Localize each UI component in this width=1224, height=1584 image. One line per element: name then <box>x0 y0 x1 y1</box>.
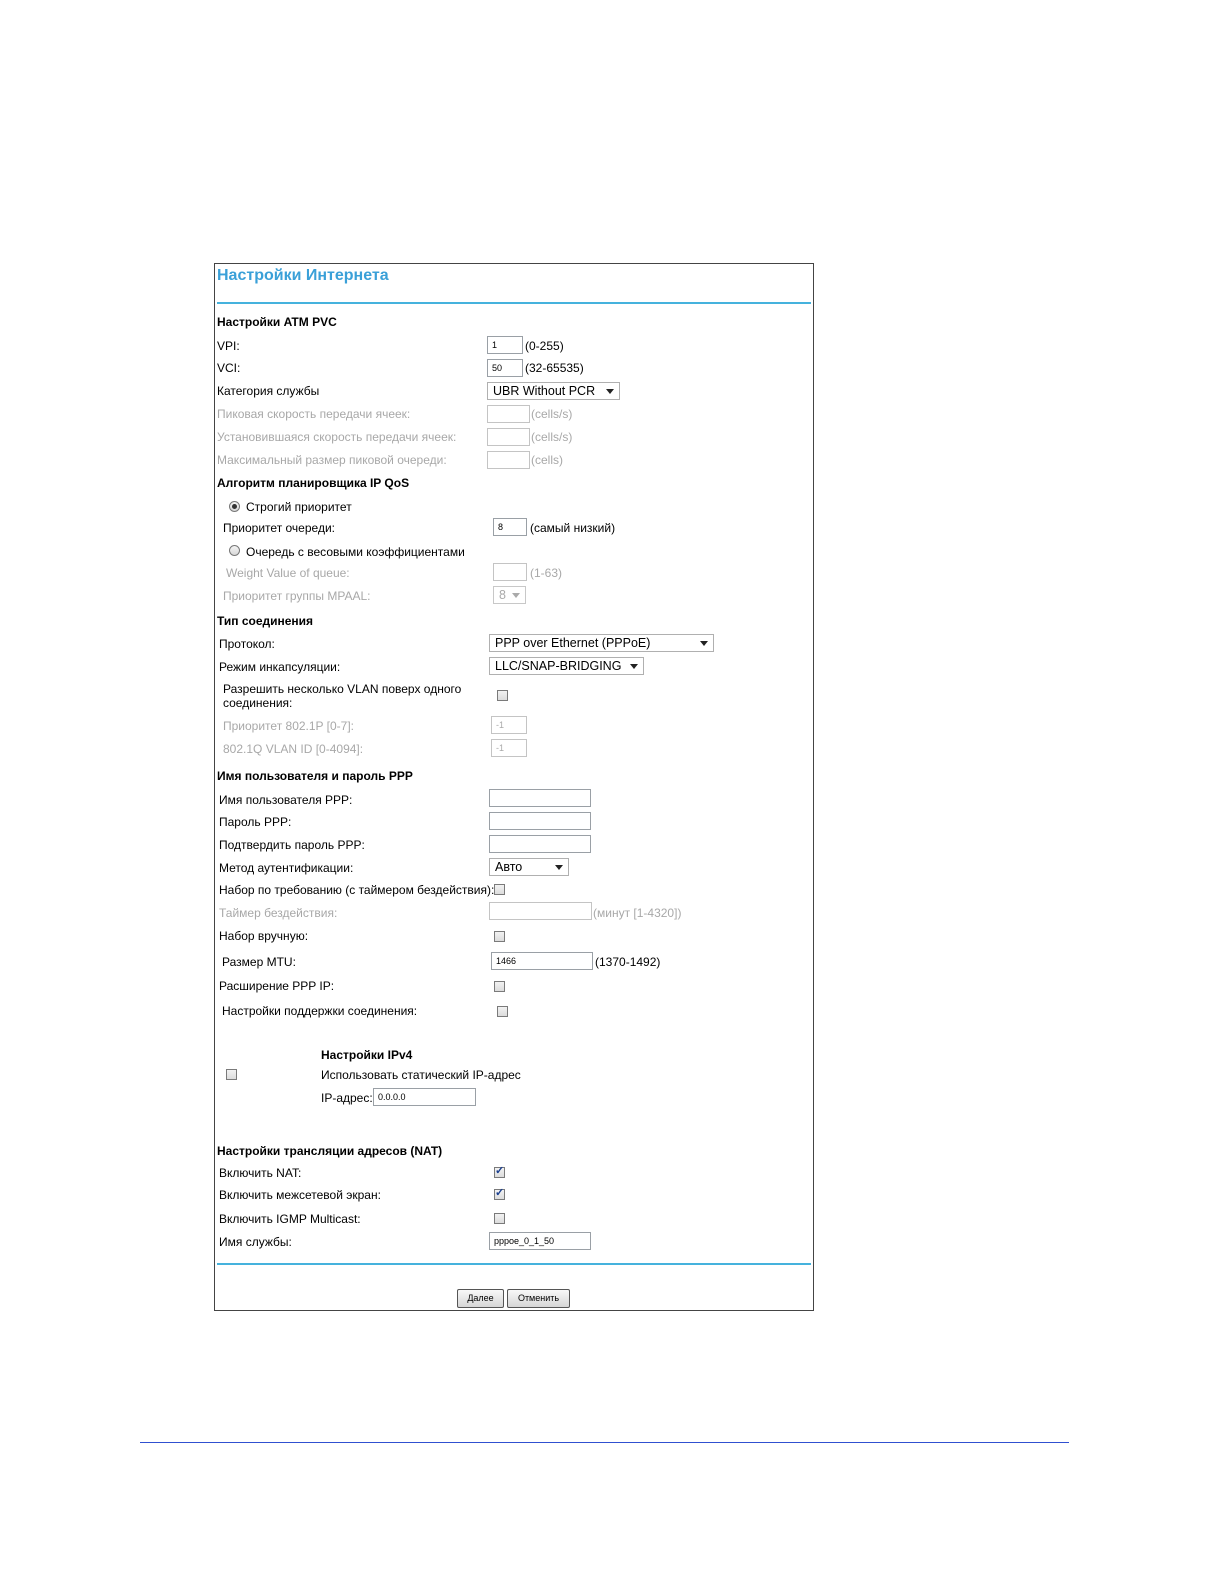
mpaal-priority-value: 8 <box>499 588 506 602</box>
service-name-label: Имя службы: <box>219 1235 292 1249</box>
ppp-username-label: Имя пользователя PPP: <box>219 793 353 807</box>
enable-firewall-checkbox[interactable] <box>494 1189 505 1200</box>
dial-on-demand-label: Набор по требованию (с таймером бездействия): <box>219 883 495 897</box>
sustained-rate-unit: (cells/s) <box>531 430 573 444</box>
mtu-size-input[interactable]: 1466 <box>491 952 593 970</box>
vci-hint: (32-65535) <box>525 361 584 375</box>
enable-nat-checkbox[interactable] <box>494 1167 505 1178</box>
vpi-input[interactable]: 1 <box>487 336 523 354</box>
service-category-value: UBR Without PCR <box>493 384 596 398</box>
vlan-id-input[interactable]: -1 <box>491 739 527 757</box>
qos-section-header: Алгоритм планировщика IP QoS <box>217 476 410 490</box>
peak-rate-input[interactable] <box>487 405 530 423</box>
enable-nat-label: Включить NAT: <box>219 1166 302 1180</box>
queue-priority-label: Приоритет очереди: <box>223 521 335 535</box>
chevron-down-icon <box>700 641 708 646</box>
service-category-select[interactable] <box>487 382 620 400</box>
auth-method-label: Метод аутентификации: <box>219 861 354 875</box>
multi-vlan-label-line2: соединения: <box>223 696 293 710</box>
next-button[interactable]: Далее <box>457 1289 504 1308</box>
ppp-ip-extension-checkbox[interactable] <box>494 981 505 992</box>
ip-address-label: IP-адрес: <box>321 1091 373 1105</box>
vci-label: VCI: <box>217 361 241 375</box>
connection-section-header: Тип соединения <box>217 614 314 628</box>
peak-rate-unit: (cells/s) <box>531 407 573 421</box>
mtu-size-label: Размер MTU: <box>222 955 296 969</box>
protocol-select[interactable] <box>489 634 714 652</box>
sustained-rate-label: Установившаяся скорость передачи ячеек: <box>217 430 457 444</box>
enable-igmp-checkbox[interactable] <box>494 1213 505 1224</box>
protocol-label: Протокол: <box>219 637 275 651</box>
enable-firewall-label: Включить межсетевой экран: <box>219 1188 381 1202</box>
service-name-input[interactable]: pppoe_0_1_50 <box>489 1232 591 1250</box>
manual-dial-label: Набор вручную: <box>219 929 309 943</box>
weighted-queue-label: Очередь с весовыми коэффициентами <box>246 545 465 559</box>
ppp-password-label: Пароль PPP: <box>219 815 292 829</box>
burst-size-unit: (cells) <box>531 453 563 467</box>
multi-vlan-label-line1: Разрешить несколько VLAN поверх одного <box>223 682 462 696</box>
ip-address-input[interactable]: 0.0.0.0 <box>373 1088 476 1106</box>
keepalive-label: Настройки поддержки соединения: <box>222 1004 418 1018</box>
mtu-size-hint: (1370-1492) <box>595 955 661 969</box>
encapsulation-label: Режим инкапсуляции: <box>219 660 341 674</box>
title-divider <box>217 302 811 304</box>
footer-divider <box>217 1263 811 1265</box>
vpi-label: VPI: <box>217 339 240 353</box>
vpi-hint: (0-255) <box>525 339 564 353</box>
page-footer-rule <box>140 1442 1069 1443</box>
service-category-label: Категория службы <box>217 384 320 398</box>
idle-timer-label: Таймер бездействия: <box>219 906 338 920</box>
sustained-rate-input[interactable] <box>487 428 530 446</box>
keepalive-checkbox[interactable] <box>497 1006 508 1017</box>
p8021-input[interactable]: -1 <box>491 716 527 734</box>
manual-dial-checkbox[interactable] <box>494 931 505 942</box>
auth-method-select[interactable] <box>489 858 569 876</box>
weight-value-input[interactable] <box>493 563 527 581</box>
ipv4-section-header: Настройки IPv4 <box>321 1048 413 1062</box>
peak-rate-label: Пиковая скорость передачи ячеек: <box>217 407 411 421</box>
ppp-confirm-label: Подтвердить пароль PPP: <box>219 838 365 852</box>
ppp-password-input[interactable] <box>489 812 591 830</box>
multi-vlan-checkbox[interactable] <box>497 690 508 701</box>
weight-value-label: Weight Value of queue: <box>226 566 350 580</box>
queue-priority-hint: (самый низкий) <box>530 521 616 535</box>
vlan-id-label: 802.1Q VLAN ID [0-4094]: <box>223 742 364 756</box>
mpaal-priority-select[interactable] <box>493 586 526 604</box>
weighted-queue-radio[interactable] <box>229 545 240 556</box>
ppp-section-header: Имя пользователя и пароль PPP <box>217 769 413 783</box>
vci-input[interactable]: 50 <box>487 359 523 377</box>
strict-priority-label: Строгий приоритет <box>246 500 352 514</box>
mpaal-priority-label: Приоритет группы MPAAL: <box>223 589 371 603</box>
chevron-down-icon <box>555 865 563 870</box>
page-title: Настройки Интернета <box>217 267 389 284</box>
cancel-button[interactable]: Отменить <box>507 1289 570 1308</box>
nat-section-header: Настройки трансляции адресов (NAT) <box>217 1144 443 1158</box>
protocol-value: PPP over Ethernet (PPPoE) <box>495 636 651 650</box>
ppp-confirm-input[interactable] <box>489 835 591 853</box>
atm-section-header: Настройки ATM PVC <box>217 315 337 329</box>
enable-igmp-label: Включить IGMP Multicast: <box>219 1212 361 1226</box>
idle-timer-hint: (минут [1-4320]) <box>593 906 682 920</box>
ppp-username-input[interactable] <box>489 789 591 807</box>
burst-size-label: Максимальный размер пиковой очереди: <box>217 453 447 467</box>
queue-priority-input[interactable]: 8 <box>493 518 527 536</box>
strict-priority-radio[interactable] <box>229 501 240 512</box>
auth-method-value: Авто <box>495 860 523 874</box>
dial-on-demand-checkbox[interactable] <box>494 884 505 895</box>
chevron-down-icon <box>606 389 614 394</box>
internet-settings-panel <box>214 263 814 1311</box>
burst-size-input[interactable] <box>487 451 530 469</box>
idle-timer-input[interactable] <box>489 902 592 920</box>
chevron-down-icon <box>630 664 638 669</box>
encapsulation-select[interactable] <box>489 657 644 675</box>
weight-value-hint: (1-63) <box>530 566 563 580</box>
static-ip-label: Использовать статический IP-адрес <box>321 1068 521 1082</box>
ppp-ip-extension-label: Расширение PPP IP: <box>219 979 335 993</box>
chevron-down-icon <box>512 593 520 598</box>
static-ip-checkbox[interactable] <box>226 1069 237 1080</box>
encapsulation-value: LLC/SNAP-BRIDGING <box>495 659 622 673</box>
p8021-label: Приоритет 802.1P [0-7]: <box>223 719 355 733</box>
